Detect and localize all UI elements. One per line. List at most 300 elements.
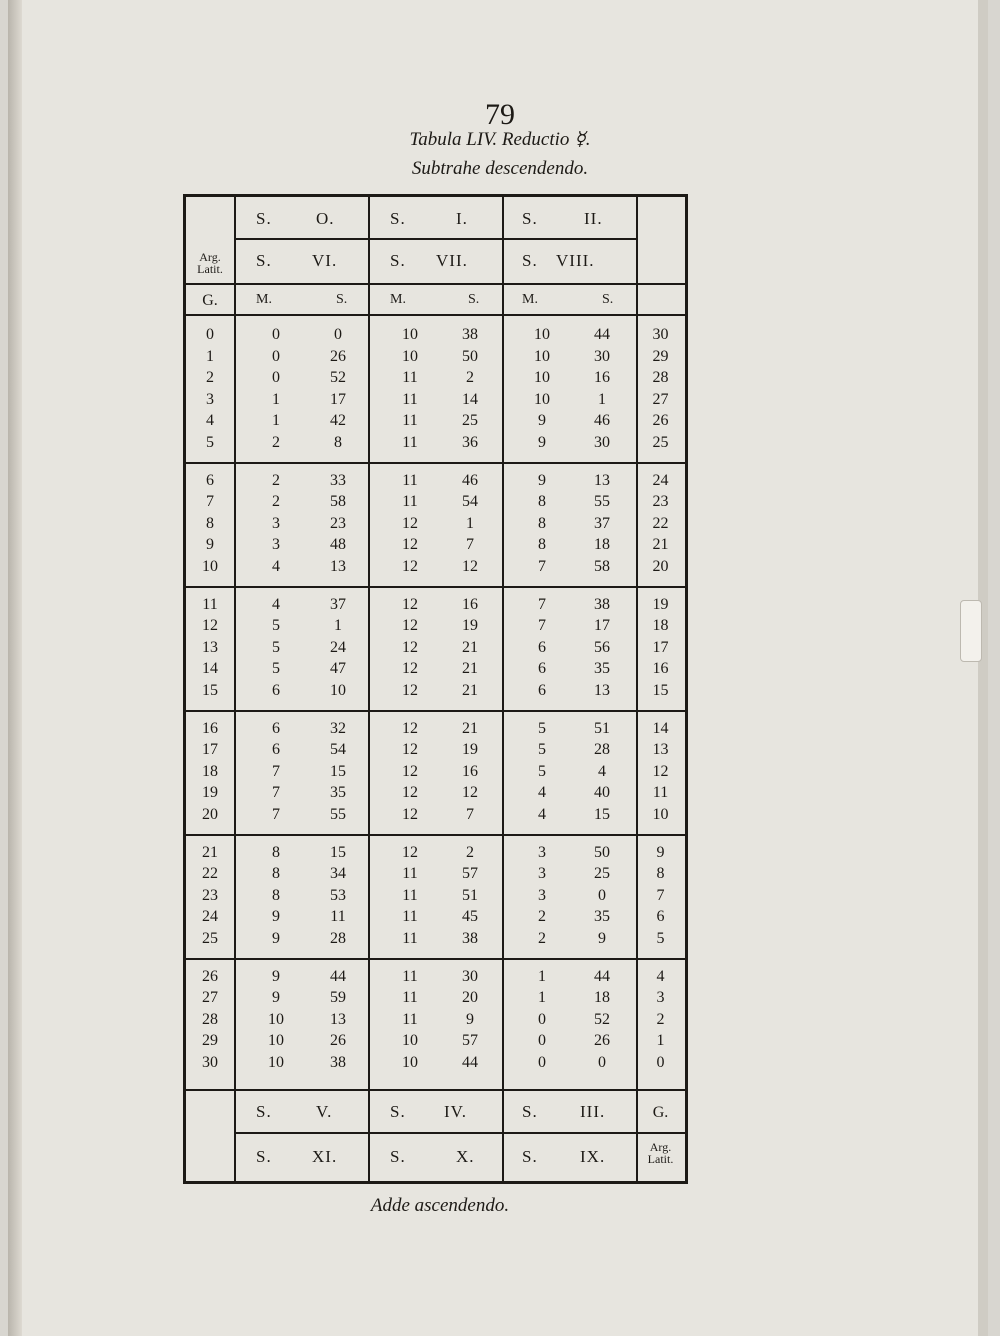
table-title: Tabula LIV. Reductio ☿.	[409, 129, 591, 150]
table-cell: 11	[330, 908, 346, 926]
table-cell: 26	[594, 1032, 610, 1050]
table-cell: 52	[330, 369, 346, 387]
header-divider	[234, 238, 636, 240]
table-cell: 5	[272, 617, 280, 635]
table-cell: 35	[594, 660, 610, 678]
table-cell: 7	[538, 617, 546, 635]
table-cell: 17	[594, 617, 610, 635]
table-cell: 7	[466, 536, 474, 554]
table-cell: 8	[538, 514, 546, 532]
table-cell: 38	[462, 326, 478, 343]
table-cell: 58	[330, 493, 346, 511]
table-cell: 7	[272, 762, 280, 780]
table-cell: 54	[462, 493, 478, 511]
degree-asc-cell: 6	[656, 908, 665, 926]
table-cell: 35	[594, 908, 610, 926]
degree-cell: 16	[202, 719, 218, 737]
group-divider	[186, 958, 685, 960]
table-cell: 16	[594, 369, 610, 387]
table-cell: 21	[462, 682, 478, 699]
table-cell: 28	[330, 930, 346, 947]
degree-cell: 26	[202, 967, 218, 985]
sign-s-label: S.	[256, 251, 272, 270]
table-cell: 3	[538, 886, 546, 904]
column-divider	[234, 197, 236, 1181]
table-cell: 10	[534, 369, 550, 387]
table-cell: 10	[268, 1054, 284, 1071]
degree-asc-cell: 12	[652, 762, 669, 780]
sign-value: VI.	[312, 251, 338, 270]
sign-value: III.	[580, 1102, 606, 1121]
degree-cell: 20	[202, 806, 218, 823]
degree-cell: 30	[202, 1054, 218, 1071]
table-cell: 7	[538, 558, 546, 575]
table-cell: 50	[594, 843, 610, 861]
table-cell: 11	[402, 493, 418, 511]
degree-asc-cell: 30	[652, 326, 669, 343]
minutes-label: M.	[522, 292, 538, 307]
seconds-label: S.	[602, 292, 614, 307]
table-cell: 18	[594, 989, 610, 1007]
table-cell: 8	[334, 434, 342, 451]
degree-asc-cell: 14	[652, 719, 669, 737]
table-cell: 5	[272, 660, 280, 678]
table-cell: 9	[538, 471, 546, 489]
table-cell: 2	[272, 471, 280, 489]
sign-value: I.	[456, 209, 468, 228]
table-cell: 51	[594, 719, 610, 737]
table-cell: 12	[402, 843, 418, 861]
degree-asc-cell: 1	[656, 1032, 665, 1050]
table-cell: 2	[466, 843, 474, 861]
degree-asc-cell: 26	[652, 412, 669, 430]
table-cell: 11	[402, 989, 418, 1007]
sign-value: II.	[584, 209, 603, 228]
table-cell: 16	[462, 595, 478, 613]
table-cell: 11	[402, 434, 418, 451]
degree-cell: 22	[202, 865, 218, 883]
minutes-label: M.	[256, 292, 272, 307]
table-cell: 10	[268, 1032, 284, 1050]
table-cell: 0	[334, 326, 342, 343]
table-cell: 6	[538, 660, 546, 678]
table-cell: 20	[462, 989, 478, 1007]
table-cell: 42	[330, 412, 346, 430]
table-cell: 10	[268, 1010, 284, 1028]
group-divider	[186, 462, 685, 464]
table-cell: 11	[402, 412, 418, 430]
table-cell: 45	[462, 908, 478, 926]
table-cell: 13	[594, 471, 610, 489]
table-cell: 21	[462, 660, 478, 678]
table-cell: 4	[272, 558, 280, 575]
table-cell: 12	[402, 784, 418, 802]
table-cell: 26	[330, 347, 346, 365]
table-cell: 21	[462, 638, 478, 656]
sign-value: O.	[316, 209, 335, 228]
degree-cell: 24	[202, 908, 218, 926]
table-cell: 12	[402, 558, 418, 575]
table-cell: 11	[402, 886, 418, 904]
sign-s-label: S.	[522, 1147, 538, 1166]
table-cell: 10	[402, 347, 418, 365]
table-cell: 54	[330, 741, 346, 759]
degree-asc-cell: 3	[656, 989, 665, 1007]
table-cell: 8	[272, 886, 280, 904]
table-cell: 9	[538, 412, 546, 430]
sign-value: IX.	[580, 1147, 606, 1166]
table-cell: 3	[538, 843, 546, 861]
degree-cell: 29	[202, 1032, 218, 1050]
table-cell: 9	[538, 434, 546, 451]
table-cell: 13	[330, 558, 346, 575]
table-cell: 12	[402, 536, 418, 554]
table-cell: 6	[272, 741, 280, 759]
table-cell: 33	[330, 471, 346, 489]
sign-s-label: S.	[390, 251, 406, 270]
table-cell: 37	[330, 595, 346, 613]
table-cell: 12	[402, 514, 418, 532]
table-cell: 9	[272, 989, 280, 1007]
sign-value: IV.	[444, 1102, 467, 1121]
table-cell: 9	[272, 930, 280, 947]
table-cell: 10	[402, 326, 418, 343]
table-cell: 8	[272, 843, 280, 861]
table-cell: 55	[594, 493, 610, 511]
seconds-label: S.	[336, 292, 348, 307]
table-cell: 5	[538, 741, 546, 759]
table-cell: 57	[462, 865, 478, 883]
table-cell: 1	[538, 967, 546, 985]
degree-asc-cell: 7	[656, 886, 665, 904]
arg-label-bottom: Latit.	[647, 1152, 674, 1166]
table-cell: 2	[538, 930, 546, 947]
sign-s-label: S.	[390, 209, 406, 228]
table-cell: 15	[594, 806, 610, 823]
table-cell: 44	[594, 326, 610, 343]
table-cell: 1	[598, 390, 606, 408]
table-cell: 9	[466, 1010, 474, 1028]
table-cell: 51	[462, 886, 478, 904]
group-divider	[186, 834, 685, 836]
footer-note: Adde ascendendo.	[370, 1195, 510, 1216]
table-cell: 12	[462, 784, 478, 802]
degree-asc-cell: 2	[656, 1010, 665, 1028]
table-cell: 19	[462, 617, 478, 635]
column-divider	[368, 197, 370, 1181]
table-cell: 11	[402, 865, 418, 883]
table-cell: 30	[594, 347, 610, 365]
table-cell: 1	[538, 989, 546, 1007]
table-cell: 3	[538, 865, 546, 883]
degree-asc-cell: 0	[656, 1054, 665, 1071]
table-cell: 1	[272, 412, 280, 430]
table-cell: 46	[594, 412, 610, 430]
degree-asc-cell: 24	[652, 471, 669, 489]
table-cell: 57	[462, 1032, 478, 1050]
table-cell: 11	[402, 908, 418, 926]
sign-s-label: S.	[390, 1102, 406, 1121]
table-cell: 25	[462, 412, 478, 430]
degree-cell: 6	[206, 471, 214, 489]
sign-value: VIII.	[556, 251, 595, 270]
degree-asc-cell: 17	[652, 638, 669, 656]
table-cell: 0	[272, 347, 280, 365]
table-cell: 8	[272, 865, 280, 883]
table-cell: 0	[538, 1010, 546, 1028]
degree-asc-cell: 8	[656, 865, 665, 883]
degree-asc-cell: 4	[656, 967, 665, 985]
table-cell: 6	[272, 719, 280, 737]
minutes-label: M.	[390, 292, 406, 307]
degree-cell: 9	[206, 536, 214, 554]
degree-cell: 14	[202, 660, 218, 678]
footer-divider	[186, 1089, 685, 1091]
degree-label: G.	[202, 292, 218, 309]
page-tab-marker	[960, 600, 982, 662]
group-divider	[186, 586, 685, 588]
table-cell: 13	[330, 1010, 346, 1028]
arg-label-top: Arg.	[199, 250, 221, 264]
degree-asc-cell: 20	[652, 558, 669, 575]
table-cell: 30	[594, 434, 610, 451]
table-cell: 19	[462, 741, 478, 759]
table-cell: 58	[594, 558, 610, 575]
degree-asc-cell: 28	[652, 369, 669, 387]
degree-asc-cell: 5	[656, 930, 665, 947]
degree-asc-cell: 23	[652, 493, 669, 511]
degree-cell: 10	[202, 558, 218, 575]
table-cell: 12	[402, 617, 418, 635]
table-cell: 10	[402, 1032, 418, 1050]
table-cell: 3	[272, 514, 280, 532]
degree-asc-cell: 13	[652, 741, 669, 759]
degree-cell: 2	[206, 369, 214, 387]
degree-cell: 19	[202, 784, 218, 802]
table-cell: 5	[538, 719, 546, 737]
table-cell: 56	[594, 638, 610, 656]
group-divider	[186, 710, 685, 712]
degree-asc-cell: 15	[652, 682, 669, 699]
degree-cell: 7	[206, 493, 214, 511]
table-cell: 11	[402, 967, 418, 985]
degree-cell: 23	[202, 886, 218, 904]
table-cell: 11	[402, 369, 418, 387]
table-cell: 21	[462, 719, 478, 737]
table-cell: 47	[330, 660, 346, 678]
table-cell: 10	[534, 347, 550, 365]
degree-cell: 21	[202, 843, 218, 861]
table-cell: 4	[272, 595, 280, 613]
table-cell: 13	[594, 682, 610, 699]
sign-s-label: S.	[522, 209, 538, 228]
column-divider	[502, 197, 504, 1181]
degree-asc-cell: 18	[652, 617, 669, 635]
table-cell: 3	[272, 536, 280, 554]
table-cell: 8	[538, 536, 546, 554]
table-cell: 2	[272, 493, 280, 511]
table-cell: 5	[272, 638, 280, 656]
table-cell: 16	[462, 762, 478, 780]
table-cell: 7	[538, 595, 546, 613]
table-cell: 44	[594, 967, 610, 985]
table-cell: 52	[594, 1010, 610, 1028]
table-cell: 1	[272, 390, 280, 408]
table-cell: 12	[402, 806, 418, 823]
table-cell: 0	[598, 1054, 606, 1071]
table-cell: 55	[330, 806, 346, 823]
table-cell: 12	[402, 638, 418, 656]
table-cell: 10	[330, 682, 346, 699]
sign-value: X.	[456, 1147, 475, 1166]
degree-asc-cell: 22	[652, 514, 669, 532]
seconds-label: S.	[468, 292, 480, 307]
degree-cell: 27	[202, 989, 218, 1007]
table-cell: 25	[594, 865, 610, 883]
table-cell: 9	[272, 908, 280, 926]
footer-divider	[234, 1132, 685, 1134]
table-cell: 7	[272, 806, 280, 823]
table-subtitle: Subtrahe descendendo.	[411, 158, 589, 179]
table-cell: 10	[402, 1054, 418, 1071]
degree-cell: 5	[206, 434, 214, 451]
degree-cell: 18	[202, 762, 218, 780]
table-cell: 0	[272, 369, 280, 387]
table-cell: 14	[462, 390, 478, 408]
degree-cell: 8	[206, 514, 214, 532]
table-cell: 53	[330, 886, 346, 904]
table-cell: 34	[330, 865, 346, 883]
table-cell: 38	[330, 1054, 346, 1071]
table-cell: 50	[462, 347, 478, 365]
table-cell: 0	[538, 1054, 546, 1071]
table-cell: 1	[466, 514, 474, 532]
table-cell: 0	[272, 326, 280, 343]
table-cell: 0	[538, 1032, 546, 1050]
degree-label: G.	[652, 1104, 669, 1121]
table-cell: 48	[330, 536, 346, 554]
page-number: 79	[485, 98, 515, 131]
table-cell: 24	[330, 638, 346, 656]
sign-value: V.	[316, 1102, 333, 1121]
table-cell: 9	[272, 967, 280, 985]
sign-value: VII.	[436, 251, 468, 270]
table-cell: 10	[534, 390, 550, 408]
degree-asc-cell: 10	[652, 806, 669, 823]
page-edge	[978, 0, 988, 1336]
page-gutter	[8, 0, 22, 1336]
sign-s-label: S.	[522, 251, 538, 270]
table-cell: 38	[462, 930, 478, 947]
degree-cell: 3	[206, 390, 214, 408]
degree-asc-cell: 21	[652, 536, 669, 554]
table-cell: 59	[330, 989, 346, 1007]
degree-cell: 0	[206, 326, 214, 343]
header-divider	[186, 283, 685, 285]
table-cell: 12	[462, 558, 478, 575]
table-cell: 4	[538, 806, 546, 823]
table-cell: 12	[402, 762, 418, 780]
degree-cell: 17	[202, 741, 218, 759]
table-cell: 46	[462, 471, 478, 489]
degree-cell: 11	[202, 595, 218, 613]
table-cell: 2	[272, 434, 280, 451]
header-divider	[186, 314, 685, 316]
degree-cell: 15	[202, 682, 218, 699]
sign-s-label: S.	[256, 1147, 272, 1166]
degree-asc-cell: 11	[652, 784, 669, 802]
table-cell: 44	[462, 1054, 478, 1071]
degree-asc-cell: 16	[652, 660, 669, 678]
table-cell: 0	[598, 886, 606, 904]
degree-cell: 25	[202, 930, 218, 947]
degree-cell: 28	[202, 1010, 218, 1028]
table-cell: 38	[594, 595, 610, 613]
table-cell: 11	[402, 930, 418, 947]
sign-value: XI.	[312, 1147, 338, 1166]
table-cell: 26	[330, 1032, 346, 1050]
degree-cell: 13	[202, 638, 218, 656]
arg-label-top: Arg.	[649, 1140, 672, 1154]
table-cell: 8	[538, 493, 546, 511]
table-cell: 36	[462, 434, 478, 451]
table-cell: 17	[330, 390, 346, 408]
table-cell: 1	[334, 617, 342, 635]
degree-asc-cell: 19	[652, 595, 669, 613]
table-cell: 6	[538, 682, 546, 699]
degree-cell: 12	[202, 617, 218, 635]
table-cell: 4	[598, 762, 606, 780]
degree-asc-cell: 25	[652, 434, 669, 451]
table-cell: 12	[402, 682, 418, 699]
table-cell: 12	[402, 660, 418, 678]
table-cell: 40	[594, 784, 610, 802]
degree-asc-cell: 29	[652, 347, 669, 365]
table-cell: 37	[594, 514, 610, 532]
table-cell: 11	[402, 390, 418, 408]
table-cell: 15	[330, 843, 346, 861]
sign-s-label: S.	[522, 1102, 538, 1121]
table-cell: 7	[466, 806, 474, 823]
degree-cell: 4	[206, 412, 214, 430]
table-cell: 5	[538, 762, 546, 780]
table-cell: 15	[330, 762, 346, 780]
table-cell: 12	[402, 719, 418, 737]
table-cell: 18	[594, 536, 610, 554]
table-cell: 7	[272, 784, 280, 802]
table-cell: 2	[466, 369, 474, 387]
table-cell: 30	[462, 967, 478, 985]
arg-label-bottom: Latit.	[197, 262, 223, 276]
table-cell: 4	[538, 784, 546, 802]
table-cell: 6	[272, 682, 280, 699]
degree-cell: 1	[206, 347, 214, 365]
table-cell: 9	[598, 930, 606, 947]
sign-s-label: S.	[390, 1147, 406, 1166]
table-cell: 12	[402, 595, 418, 613]
table-cell: 23	[330, 514, 346, 532]
table-cell: 11	[402, 1010, 418, 1028]
sign-s-label: S.	[256, 1102, 272, 1121]
reduction-table	[183, 194, 688, 1184]
table-cell: 32	[330, 719, 346, 737]
sign-s-label: S.	[256, 209, 272, 228]
table-cell: 35	[330, 784, 346, 802]
table-cell: 44	[330, 967, 346, 985]
table-cell: 6	[538, 638, 546, 656]
table-cell: 2	[538, 908, 546, 926]
table-cell: 28	[594, 741, 610, 759]
